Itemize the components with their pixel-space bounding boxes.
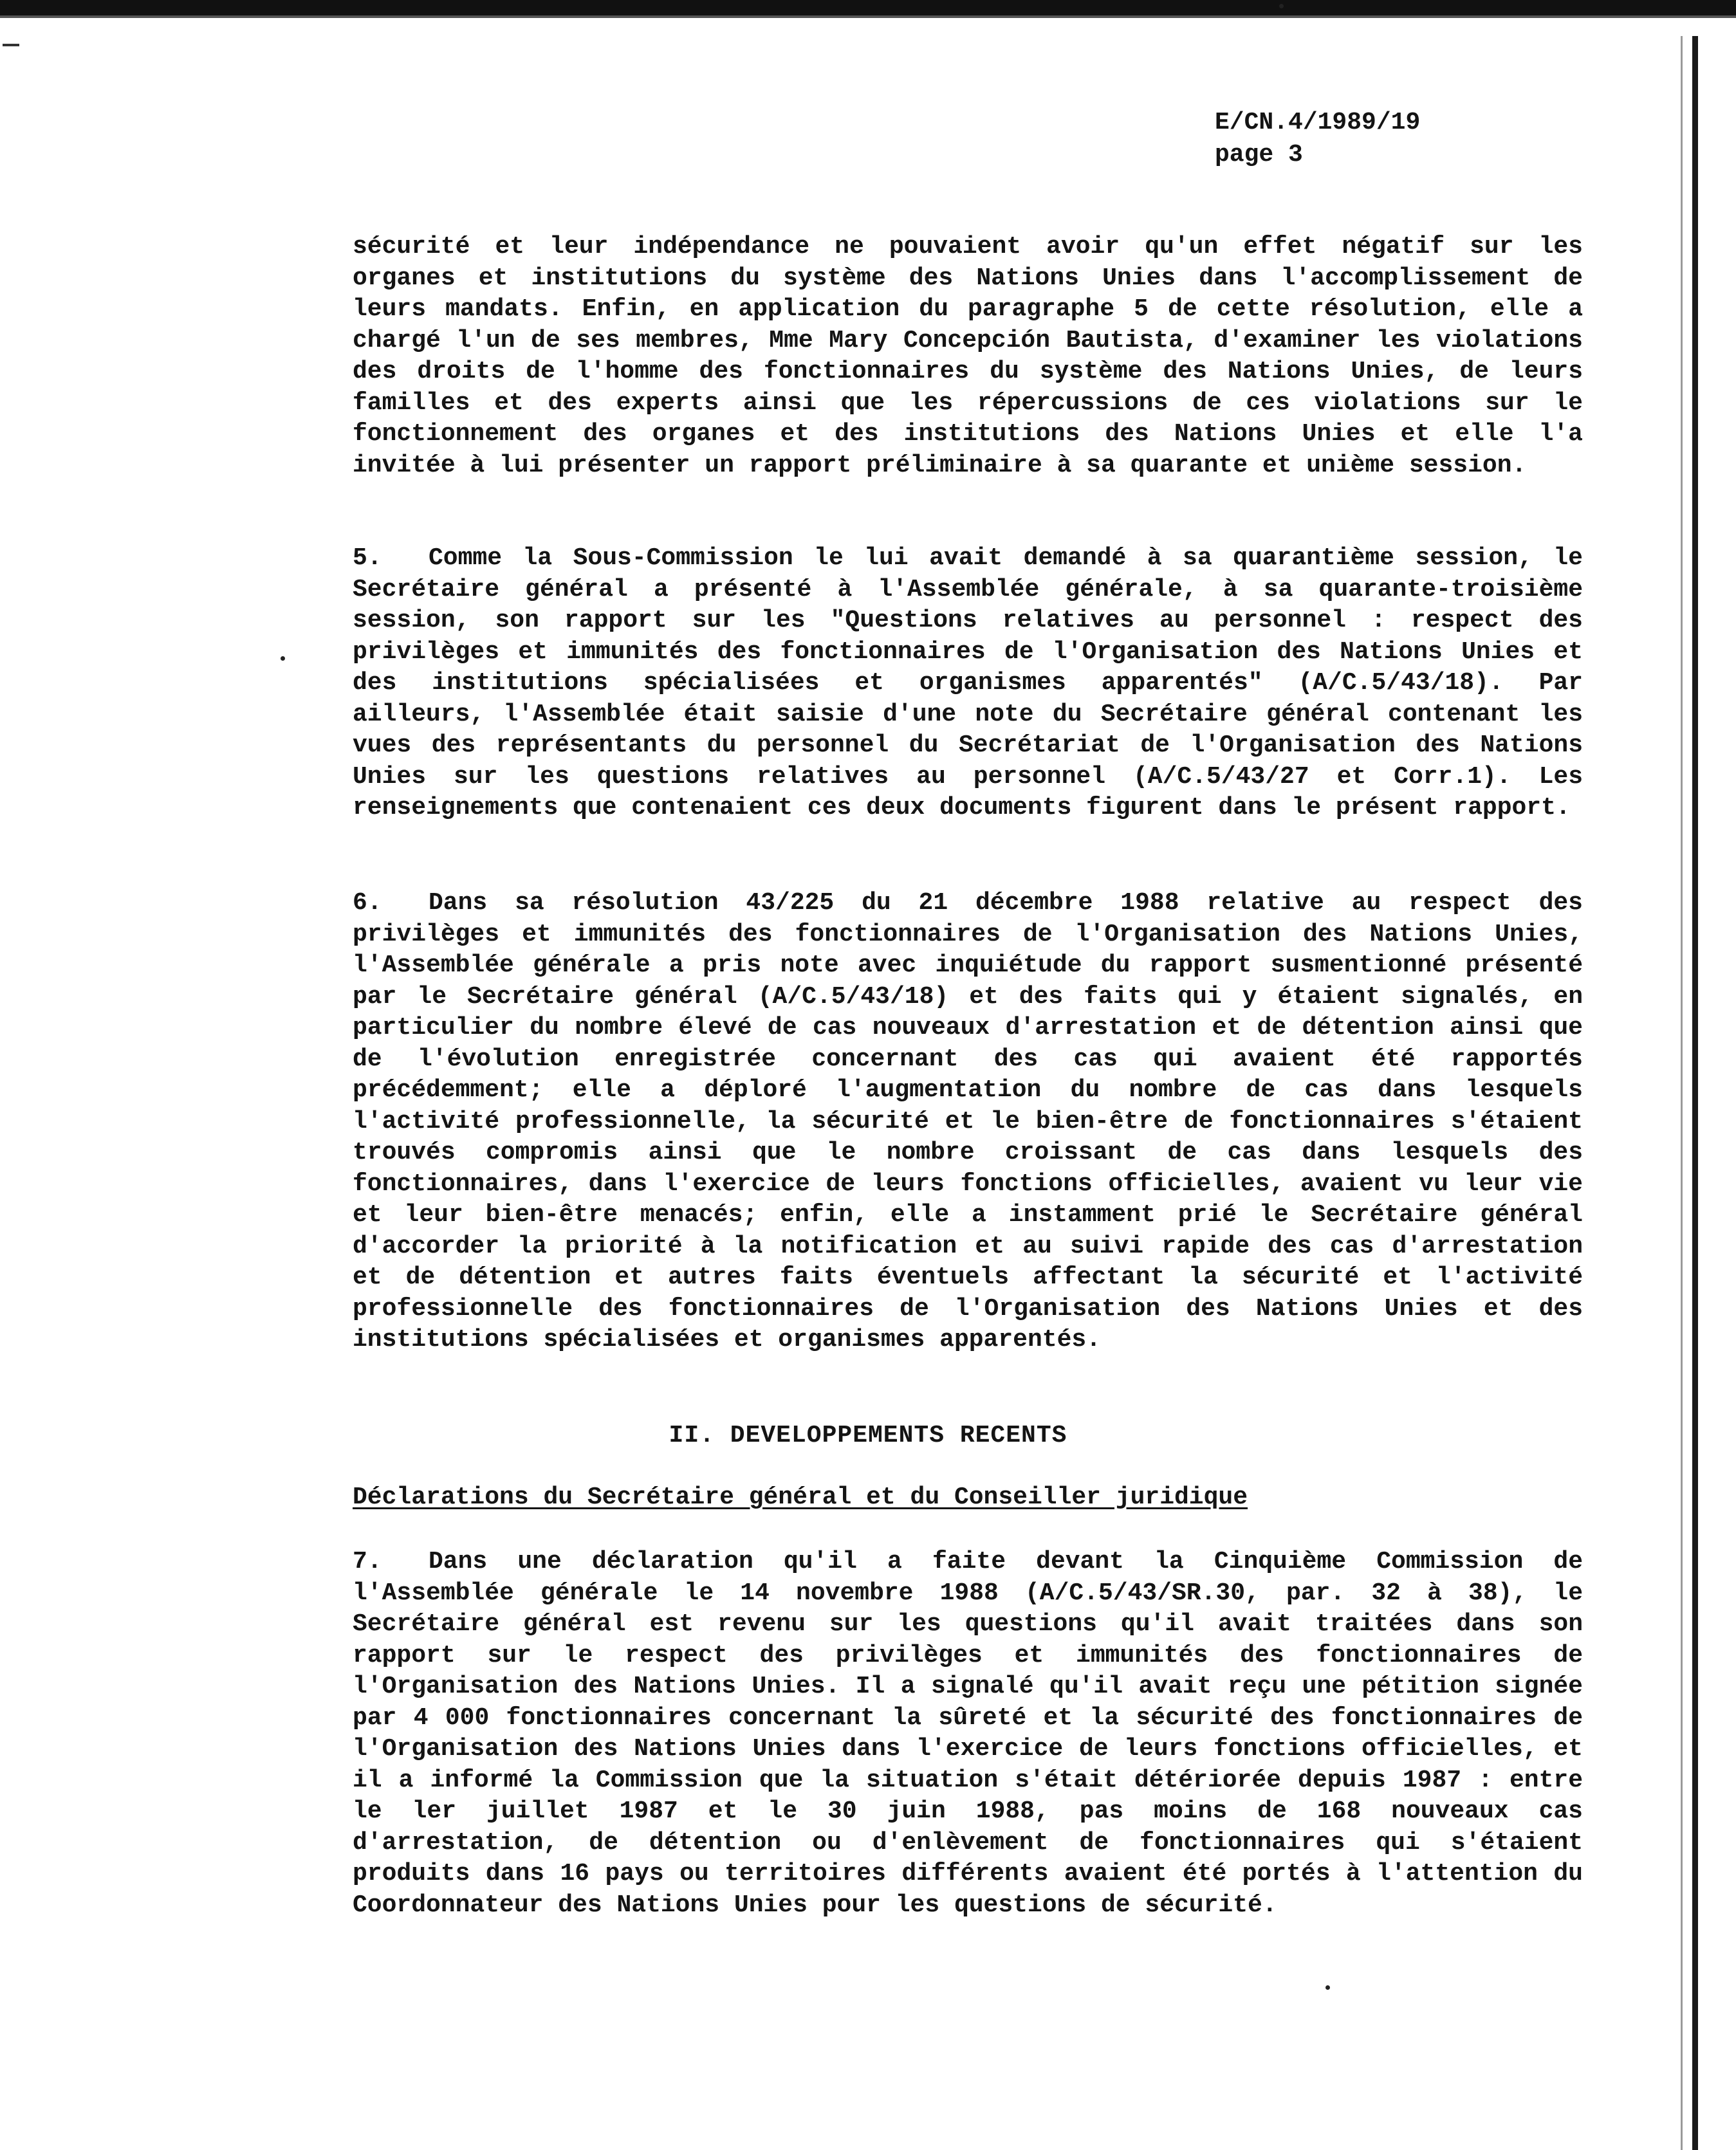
paragraph-number: 7. [353,1548,382,1576]
section-heading: II. DEVELOPPEMENTS RECENTS [669,1422,1067,1449]
paragraph-number: 6. [353,889,382,917]
scan-top-shadow [0,15,1736,18]
page-number: page 3 [1215,141,1303,169]
paragraph-text: Dans sa résolution 43/225 du 21 décembre 1988 relative au respect des privilèges et immunités des fonctionnaires de l'Organisation des Nations Unies, l'Assemblée générale a pris note avec inquiétude du rapport susmentionné présenté par le Secrétaire général (A/C.5/43/18) et des faits qui y étaient signalés, en particulier du nombre élevé de cas nouveaux d'arrestation et de détention ainsi que de l'évolution enregistrée concernant des cas qui avaient été rapportés précédemment; elle a déploré l'augmentation du nombre de cas dans lesquels l'activité professionnelle, la sécurité et le bien-être de fonctionnaires s'étaient trouvés compromis ainsi que le nombre croissant de cas dans lesquels des fonctionnaires, dans l'exercice de leurs fonctions officielles, avaient vu leur vie et leur bien-être menacés; enfin, elle a instamment prié le Secrétaire général d'accorder la priorité à la notification et au suivi rapide des cas d'arrestation et de détention et autres faits éventuels affectant la sécurité et l'activité professionnelle des fonctionnaires de l'Organisation des Nations Unies et des institutions spécialisées et organismes apparentés. [353,889,1583,1354]
scan-speck [1279,4,1284,8]
paragraph-6 [353,888,1583,1356]
paragraph-7 [353,1547,1583,1921]
scan-right-border [1692,36,1698,2150]
paragraph-5 [353,543,1583,824]
scan-speck [1325,1985,1330,1990]
document-header [1215,107,1420,171]
paragraph-text: Comme la Sous-Commission le lui avait demandé à sa quarantième session, le Secrétaire général a présenté à l'Assemblée générale, à sa quarante-troisième session, son rapport sur les "Questions relatives au personnel : respect des privilèges et immunités des fonctionnaires de l'Organisation des Nations Unies et des institutions spécialisées et organismes apparentés" (A/C.5/43/18). Par ailleurs, l'Assemblée était saisie d'une note du Secrétaire général contenant les vues des représentants du personnel du Secrétariat de l'Organisation des Nations Unies sur les questions relatives au personnel (A/C.5/43/27 et Corr.1). Les renseignements que contenaient ces deux documents figurent dans le présent rapport. [353,544,1583,822]
scan-speck [281,656,285,661]
paragraph-text: Dans une déclaration qu'il a faite devant la Cinquième Commission de l'Assemblée générale le 14 novembre 1988 (A/C.5/43/SR.30, par. 32 à 38), le Secrétaire général est revenu sur les questions qu'il avait traitées dans son rapport sur le respect des privilèges et immunités des fonctionnaires de l'Organisation des Nations Unies. Il a signalé qu'il avait reçu une pétition signée par 4 000 fonctionnaires concernant la sûreté et la sécurité des fonctionnaires de l'Organisation des Nations Unies dans l'exercice de leurs fonctions officielles, et il a informé la Commission que la situation s'était détériorée depuis 1987 : entre le ler juillet 1987 et le 30 juin 1988, pas moins de 168 nouveaux cas d'arrestation, de détention ou d'enlèvement de fonctionnaires qui s'étaient produits dans 16 pays ou territoires différents avaient été portés à l'attention du Coordonnateur des Nations Unies pour les questions de sécurité. [353,1548,1583,1919]
scan-right-shadow [1681,36,1683,2150]
paragraph-4-continued [353,232,1583,481]
document-symbol: E/CN.4/1989/19 [1215,109,1421,136]
subsection-heading: Déclarations du Secrétaire général et du Conseiller juridique [353,1484,1248,1511]
scan-corner-mark [3,44,19,46]
paragraph-text: sécurité et leur indépendance ne pouvaient avoir qu'un effet négatif sur les organes et institutions du système des Nations Unies dans l'accomplissement de leurs mandats. Enfin, en application du paragraphe 5 de cette résolution, elle a chargé l'un de ses membres, Mme Mary Concepción Bautista, d'examiner les violations des droits de l'homme des fonctionnaires du système des Nations Unies, de leurs familles et des experts ainsi que les répercussions de ces violations sur le fonctionnement des organes et des institutions des Nations Unies et elle l'a invitée à lui présenter un rapport préliminaire à sa quarante et unième session. [353,233,1583,479]
paragraph-number: 5. [353,544,382,572]
scan-top-border [0,0,1736,15]
